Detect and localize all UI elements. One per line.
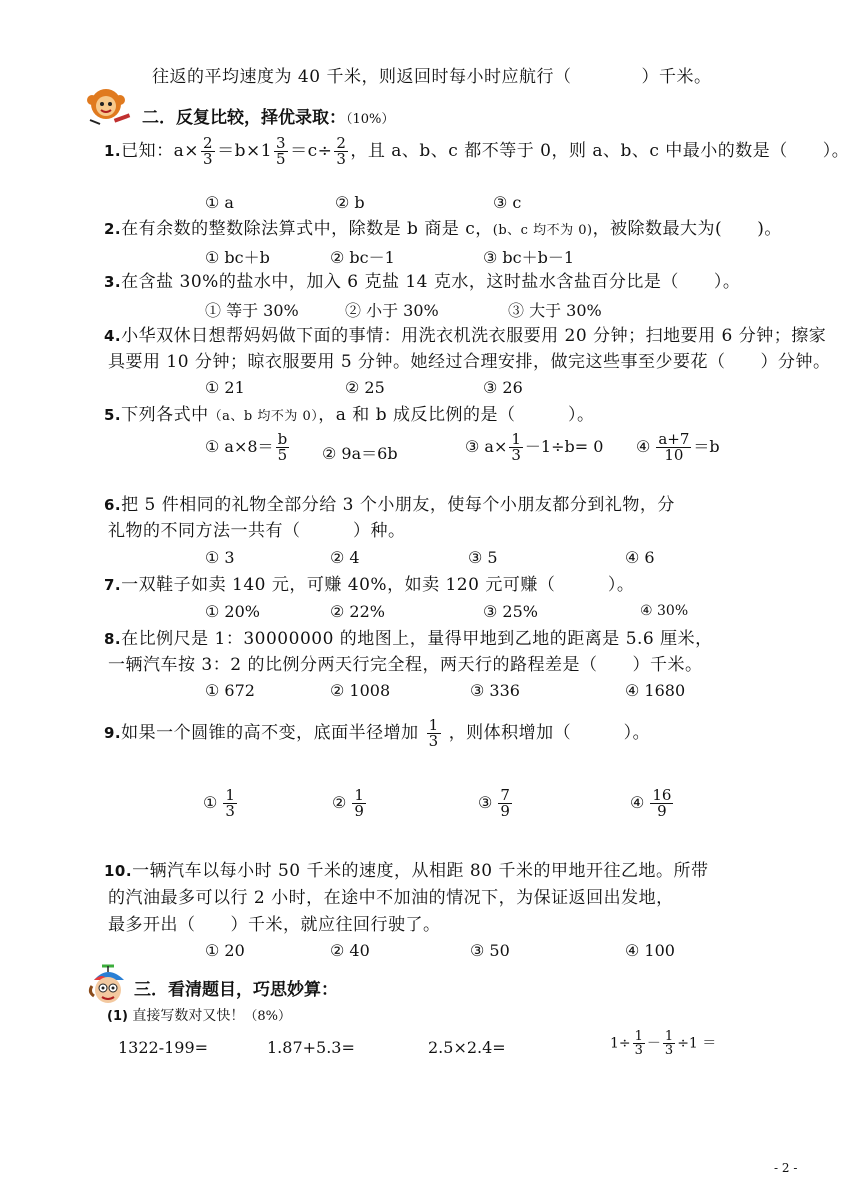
calc-text: ÷1 ＝: [677, 1035, 717, 1052]
q7-text: 一双鞋子如卖 140 元，可赚 40%，如卖 120 元可赚（ ）。: [121, 575, 635, 595]
option-mark: ②: [332, 793, 347, 812]
q1-text-post: ，且 a、b、c 都不等于 0，则 a、b、c 中最小的数是（ ）。: [350, 141, 850, 161]
fraction: [509, 432, 523, 463]
denominator: 3: [203, 150, 214, 168]
option[interactable]: ③ 5: [468, 548, 498, 567]
question-number: 3.: [104, 273, 122, 291]
option[interactable]: ② 40: [330, 941, 370, 960]
q2-note: (b、c 均不为 0): [492, 223, 593, 238]
numerator: 1: [225, 786, 235, 804]
option[interactable]: ② 小于 30%: [345, 301, 439, 320]
option[interactable]: ① 21: [205, 378, 245, 397]
numerator: 7: [500, 786, 510, 804]
option[interactable]: [203, 788, 239, 819]
q1-text-mid1: ＝b×1: [217, 141, 273, 161]
fraction: [334, 136, 348, 167]
question-number: 2.: [104, 220, 122, 238]
option[interactable]: ③ bc＋b－1: [483, 248, 575, 267]
numerator: 1: [664, 1029, 674, 1044]
fraction: [650, 788, 673, 819]
option[interactable]: ④ 30%: [640, 603, 689, 619]
calc-item-1: 1322-199=: [118, 1038, 209, 1057]
question-number: 10.: [104, 862, 133, 880]
q10-line-2: 的汽油最多可以行 2 小时，在途中不加油的情况下，为保证返回出发地，: [108, 888, 674, 908]
fraction: [223, 788, 237, 819]
numerator: 3: [276, 134, 287, 152]
q5-text-a: 下列各式中: [121, 405, 209, 425]
option[interactable]: ① 等于 30%: [205, 301, 299, 320]
section-2-score: （10%）: [346, 112, 395, 127]
option-mark: ①: [203, 793, 218, 812]
question-4: [104, 325, 826, 347]
question-7: [104, 574, 634, 596]
option-text: ① a×8＝: [205, 437, 274, 456]
denominator: 5: [277, 446, 288, 464]
q4-line-2: 具要用 10 分钟；晾衣服要用 5 分钟。她经过合理安排，做完这些事至少要花（ ）分钟。: [108, 352, 831, 372]
q5-note: （a、b 均不为 0）: [208, 409, 319, 424]
denominator: 3: [664, 1043, 674, 1058]
option-mark: ④: [630, 793, 645, 812]
option[interactable]: [205, 432, 291, 463]
numerator: 1: [354, 786, 364, 804]
question-number: 9.: [104, 724, 122, 742]
option[interactable]: ② 25: [345, 378, 385, 397]
question-number: 4.: [104, 327, 122, 345]
option-text: ③ a×: [465, 437, 508, 456]
q2-text-b: ，被除数最大为( )。: [592, 219, 782, 239]
option[interactable]: ① 20%: [205, 602, 260, 621]
q10-line-1: 一辆汽车以每小时 50 千米的速度，从相距 80 千米的甲地开往乙地。所带: [132, 861, 709, 881]
part-1-label: (1): [107, 1009, 128, 1024]
option[interactable]: ③ 50: [470, 941, 510, 960]
question-number: 5.: [104, 406, 122, 424]
fraction: [274, 136, 288, 167]
denominator: 9: [500, 802, 510, 820]
part-1-score: （8%）: [244, 1009, 292, 1024]
denominator: 3: [428, 732, 439, 750]
question-number: 6.: [104, 496, 122, 514]
numerator: 1: [428, 716, 439, 734]
option[interactable]: ② 22%: [330, 602, 385, 621]
kid-mascot-icon: [84, 962, 134, 1008]
option[interactable]: ③ 大于 30%: [508, 301, 602, 320]
numerator: 16: [652, 786, 672, 804]
denominator: 9: [354, 802, 364, 820]
denominator: 10: [664, 446, 684, 464]
option[interactable]: ② bc－1: [330, 248, 395, 267]
q1-text-mid2: ＝c÷: [290, 141, 333, 161]
q2-text-a: 在有余数的整数除法算式中，除数是 b 商是 c，: [121, 219, 493, 239]
q6-line-2: 礼物的不同方法一共有（ ）种。: [108, 521, 406, 541]
calc-item-2: 1.87+5.3=: [267, 1038, 355, 1057]
q9-text-pre: 如果一个圆锥的高不变，底面半径增加: [121, 723, 419, 743]
denominator: 5: [276, 150, 287, 168]
option-text: ＝b: [693, 437, 720, 456]
fraction: [663, 1030, 675, 1057]
fraction: [276, 432, 290, 463]
denominator: 3: [511, 446, 521, 464]
option[interactable]: ④ 100: [625, 941, 675, 960]
q4-line-1: 小华双休日想帮妈妈做下面的事情：用洗衣机洗衣服要用 20 分钟；扫地要用 6 分钟；擦家: [121, 326, 827, 346]
numerator: 1: [634, 1029, 643, 1044]
option[interactable]: ① 3: [205, 548, 235, 567]
calc-item-3: 2.5×2.4=: [428, 1038, 506, 1057]
section-2-heading: [142, 103, 394, 128]
option[interactable]: ① bc＋b: [205, 248, 270, 267]
question-10: [104, 860, 708, 882]
option[interactable]: ③ 25%: [483, 602, 538, 621]
fraction: [633, 1030, 645, 1057]
q5-text-b: ，a 和 b 成反比例的是（ ）。: [318, 405, 595, 425]
option-text: ④: [636, 437, 651, 456]
option[interactable]: [630, 788, 675, 819]
calc-text: －: [646, 1035, 661, 1052]
question-9: [104, 718, 650, 749]
option[interactable]: ① 20: [205, 941, 245, 960]
q1-text-pre: 已知：a×: [121, 141, 200, 161]
q8-line-1: 在比例尺是 1：30000000 的地图上，量得甲地到乙地的距离是 5.6 厘米，: [121, 629, 713, 649]
q10-line-3: 最多开出（ ）千米，就应往回行驶了。: [108, 915, 441, 935]
question-6: [104, 494, 675, 516]
numerator: 1: [511, 430, 521, 448]
option[interactable]: ② 1008: [330, 681, 391, 700]
option[interactable]: ② 4: [330, 548, 360, 567]
section-2-title: 二．反复比较，择优录取：: [142, 108, 346, 128]
denominator: 3: [225, 802, 235, 820]
monkey-mascot-icon: [84, 86, 134, 128]
numerator: a+7: [658, 430, 690, 448]
fraction: [656, 432, 691, 463]
part-1-heading: [107, 1005, 291, 1025]
numerator: 2: [336, 134, 347, 152]
calc-text: 1÷: [610, 1035, 631, 1052]
option[interactable]: ④ 1680: [625, 681, 686, 700]
option[interactable]: ③ 336: [470, 681, 520, 700]
question-8: [104, 628, 713, 650]
question-2: [104, 218, 782, 242]
fraction: [352, 788, 366, 819]
option[interactable]: ② b: [335, 193, 365, 212]
page-number: - 2 -: [774, 1161, 798, 1175]
denominator: 3: [634, 1043, 643, 1058]
q9-text-post: ，则体积增加（ ）。: [448, 723, 651, 743]
q8-line-2: 一辆汽车按 3：2 的比例分两天行完全程，两天行的路程差是（ ）千米。: [108, 655, 703, 675]
fraction: [427, 718, 441, 749]
fraction: [498, 788, 512, 819]
numerator: b: [277, 430, 288, 448]
question-number: 7.: [104, 576, 122, 594]
denominator: 9: [657, 802, 667, 820]
question-1: [104, 136, 849, 167]
question-5: [104, 404, 594, 428]
option[interactable]: ① 672: [205, 681, 255, 700]
q3-text: 在含盐 30%的盐水中，加入 6 克盐 14 克水，这时盐水含盐百分比是（ ）。: [121, 272, 741, 292]
q6-line-1: 把 5 件相同的礼物全部分给 3 个小朋友，使每个小朋友都分到礼物，分: [121, 495, 675, 515]
option[interactable]: ② 9a＝6b: [322, 444, 398, 463]
question-number: 8.: [104, 630, 122, 648]
option-mark: ③: [478, 793, 493, 812]
option[interactable]: ③ 26: [483, 378, 523, 397]
option[interactable]: [636, 432, 720, 463]
part-1-text: 直接写数对又快！: [132, 1008, 245, 1024]
option[interactable]: [465, 432, 603, 463]
denominator: 3: [336, 150, 347, 168]
numerator: 2: [203, 134, 214, 152]
question-number: 1.: [104, 142, 122, 160]
top-line: 往返的平均速度为 40 千米，则返回时每小时应航行（ ）千米。: [152, 67, 712, 87]
question-3: [104, 271, 740, 293]
calc-item-4: [610, 1030, 716, 1057]
section-3-title: 三．看清题目，巧思妙算：: [134, 980, 338, 1000]
option[interactable]: ④ 6: [625, 548, 655, 567]
fraction: [201, 136, 215, 167]
option-text: －1÷b= 0: [524, 437, 604, 456]
option[interactable]: [478, 788, 514, 819]
option[interactable]: ① a: [205, 193, 234, 212]
option[interactable]: ③ c: [493, 193, 522, 212]
option[interactable]: [332, 788, 368, 819]
